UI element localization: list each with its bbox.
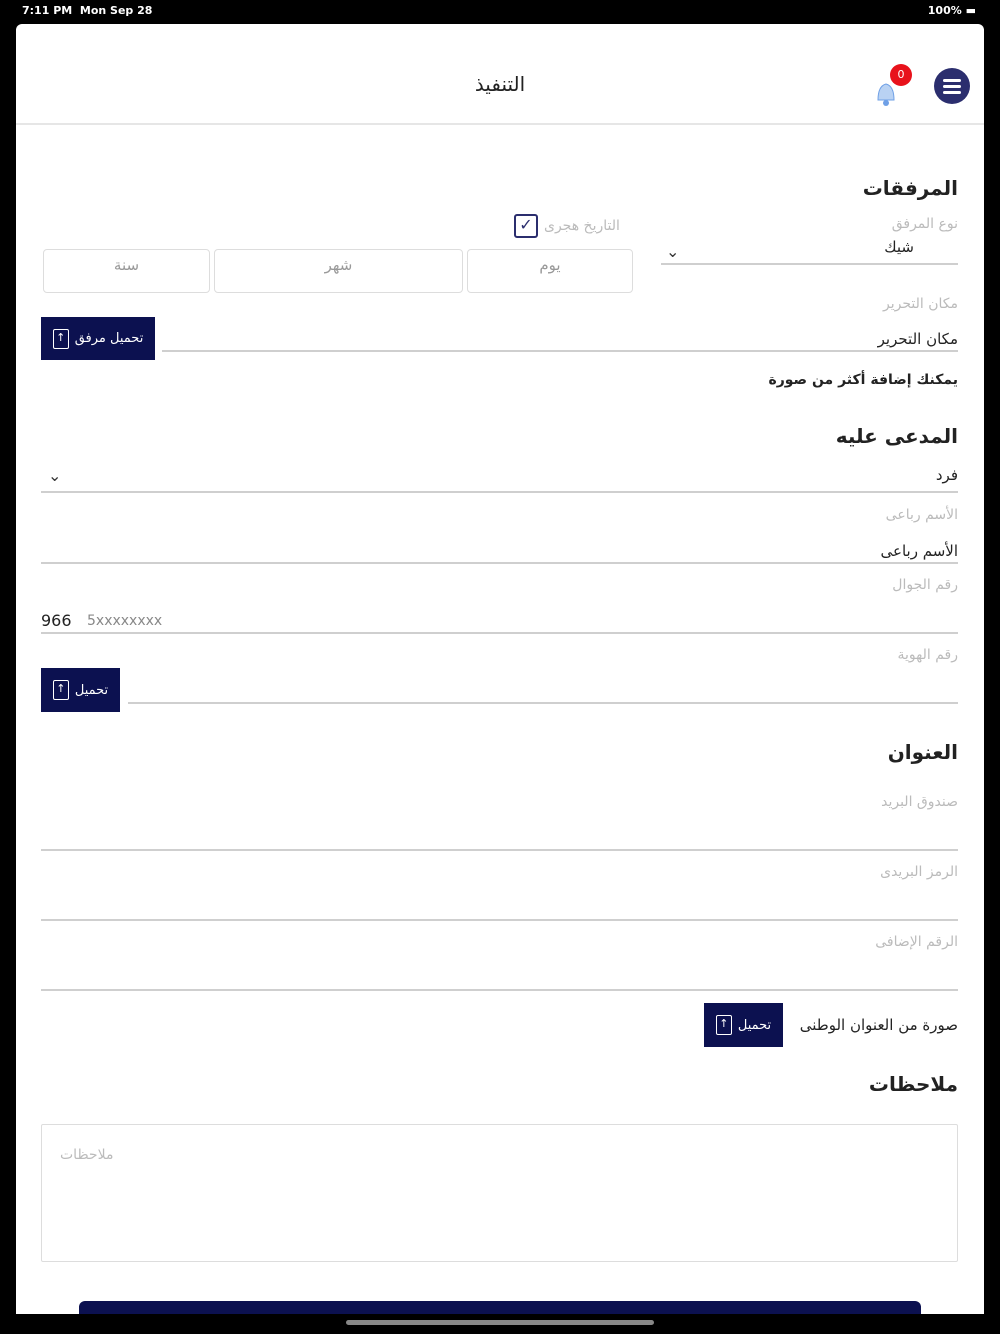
year-field[interactable]: سنة: [43, 249, 210, 293]
country-code: 966: [41, 611, 72, 630]
mobile-input[interactable]: 5xxxxxxxx: [87, 613, 163, 629]
day-field[interactable]: يوم: [467, 249, 633, 293]
national-address-label: صورة من العنوان الوطنى: [799, 1016, 958, 1034]
file-upload-icon: ↑: [716, 1015, 732, 1035]
upload-id-button[interactable]: تحميل ↑: [41, 668, 120, 712]
pobox-input[interactable]: [41, 849, 958, 851]
menu-button[interactable]: [934, 68, 970, 104]
defendant-type-select[interactable]: [41, 491, 958, 493]
hijri-checkbox[interactable]: [514, 214, 620, 238]
status-time: 7:11 PM Mon Sep 28: [22, 4, 153, 17]
checkbox-checked-icon: ✓: [514, 214, 538, 238]
chevron-down-icon[interactable]: ⌄: [666, 242, 680, 261]
attachment-type-value: شيك: [884, 238, 914, 256]
mobile-label: رقم الجوال: [892, 577, 958, 593]
upload-national-address-button[interactable]: تحميل ↑: [704, 1003, 783, 1047]
screen: [16, 24, 984, 1314]
attachment-type-label: نوع المرفق: [891, 216, 958, 232]
upload-attachment-button[interactable]: تحميل مرفق ↑: [41, 317, 155, 360]
id-label: رقم الهوية: [897, 647, 958, 663]
place-label: مكان التحرير: [883, 296, 958, 312]
submit-button[interactable]: [79, 1301, 921, 1314]
extra-number-input[interactable]: [41, 989, 958, 991]
defendant-type-value: فرد: [935, 466, 958, 484]
name-underline: [41, 562, 958, 564]
pobox-label: صندوق البريد: [881, 794, 958, 810]
place-input[interactable]: مكان التحرير: [877, 330, 958, 348]
mobile-underline: [41, 632, 958, 634]
attachments-heading: المرفقات: [862, 176, 958, 200]
page-title: التنفيذ: [474, 72, 526, 96]
notes-textarea[interactable]: [41, 1124, 958, 1262]
notes-heading: ملاحظات: [868, 1072, 958, 1096]
chevron-down-icon[interactable]: ⌄: [48, 466, 62, 485]
postal-label: الرمز البريدى: [880, 864, 958, 880]
file-upload-icon: ↑: [53, 680, 69, 700]
place-underline: [162, 350, 958, 352]
name-label: الأسم رباعى: [885, 507, 958, 523]
attachment-type-select[interactable]: [661, 263, 958, 265]
extra-number-label: الرقم الإضافى: [875, 934, 958, 950]
month-field[interactable]: شهر: [214, 249, 463, 293]
home-indicator: [346, 1320, 654, 1325]
status-battery: 100% ▬: [927, 4, 976, 17]
hijri-label: التاريخ هجرى: [544, 218, 620, 234]
notes-placeholder: ملاحظات: [60, 1147, 114, 1163]
file-upload-icon: ↑: [53, 329, 69, 349]
defendant-heading: المدعى عليه: [835, 424, 958, 448]
notification-badge: 0: [890, 64, 912, 86]
postal-input[interactable]: [41, 919, 958, 921]
multi-image-hint: يمكنك إضافة أكثر من صورة: [768, 372, 958, 388]
address-heading: العنوان: [887, 740, 958, 764]
name-input[interactable]: الأسم رباعى: [880, 542, 958, 560]
id-input[interactable]: [128, 702, 958, 704]
